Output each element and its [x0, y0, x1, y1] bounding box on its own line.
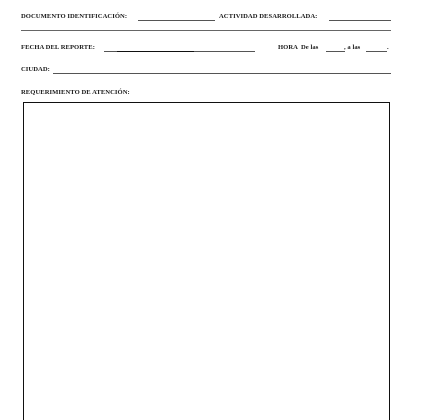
city-field[interactable] [53, 73, 391, 74]
hour-to-field[interactable] [366, 51, 387, 52]
city-label: CIUDAD: [21, 66, 50, 73]
period: . [387, 44, 389, 51]
report-date-label: FECHA DEL REPORTE: [21, 44, 95, 51]
hour-from-field[interactable] [326, 51, 345, 52]
report-date-field-part2[interactable] [117, 51, 194, 52]
doc-id-label: DOCUMENTO IDENTIFICACIÓN: [21, 13, 128, 20]
report-date-field-part1[interactable] [104, 51, 117, 52]
requirement-label: REQUERIMIENTO DE ATENCIÓN: [21, 89, 130, 96]
hour-label: HORA [278, 44, 298, 51]
divider-line [21, 30, 391, 31]
doc-id-field[interactable] [138, 20, 215, 21]
activity-field[interactable] [329, 20, 391, 21]
hour-to-label: , a las [344, 44, 361, 51]
hour-from-label: De las [301, 44, 319, 51]
activity-label: ACTIVIDAD DESARROLLADA: [219, 13, 318, 20]
report-date-field-part3[interactable] [194, 51, 255, 52]
requirement-textarea[interactable] [23, 102, 390, 420]
